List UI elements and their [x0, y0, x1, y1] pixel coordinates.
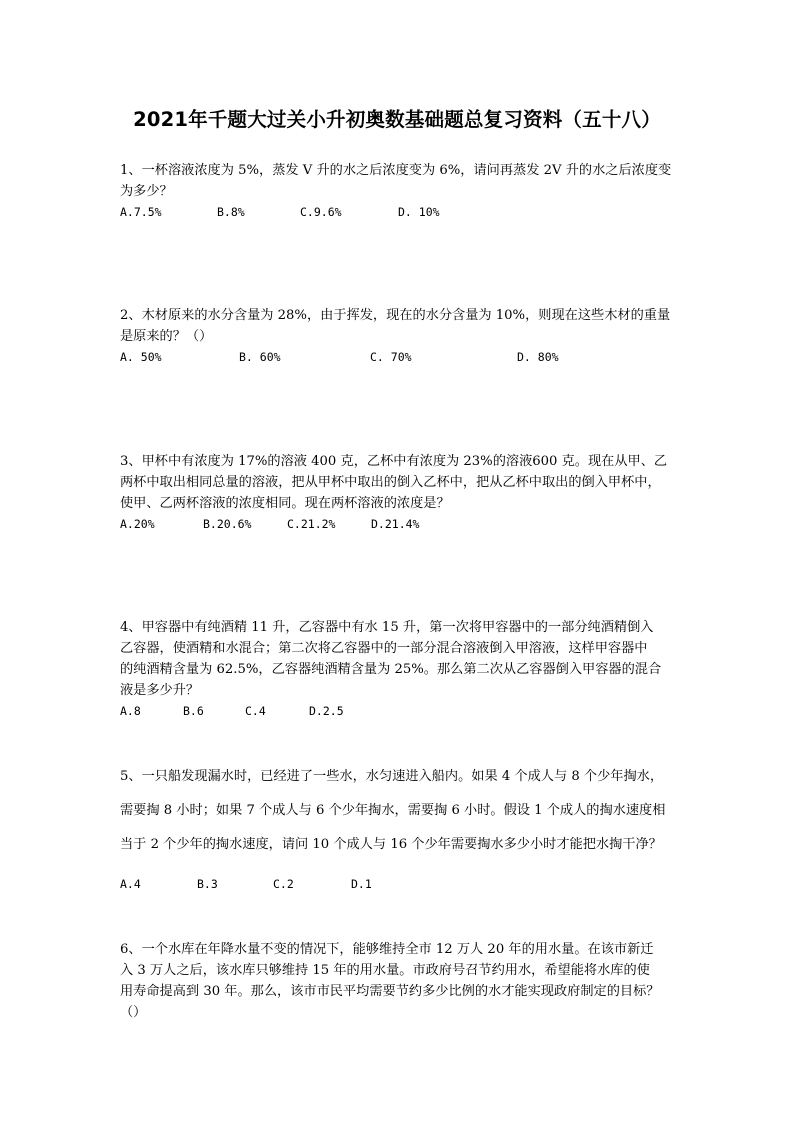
option-c: C.4 [245, 704, 266, 718]
option-b: B.20.6% [203, 517, 252, 531]
page-title: 2021年千题大过关小升初奥数基础题总复习资料（五十八） [133, 108, 661, 131]
question-text-line: 是原来的？（） [120, 329, 213, 344]
option-a: A.8 [120, 704, 141, 718]
option-a: A.7.5% [120, 205, 162, 219]
option-b: B. 60% [239, 350, 281, 364]
option-c: C. 70% [370, 350, 412, 364]
question-text-line: 为多少？ [120, 184, 173, 199]
option-d: D.1 [351, 877, 372, 891]
option-d: D. 10% [398, 205, 440, 219]
option-b: B.8% [217, 205, 245, 219]
question-text-line: 的纯酒精含量为 62.5%，乙容器纯酒精含量为 25%。那么第二次从乙容器倒入甲容器的混合 [120, 662, 662, 677]
question-text-line: 入 3 万人之后，该水库只够维持 15 年的用水量。市政府号召节约用水，希望能将水库的使 [120, 963, 650, 978]
option-a: A. 50% [120, 350, 162, 364]
option-c: C.21.2% [287, 517, 336, 531]
question-text-line: 使甲、乙两杯溶液的浓度相同。现在两杯溶液的浓度是？ [120, 496, 450, 511]
question-text-line: （） [120, 1005, 147, 1020]
option-a: A.4 [120, 877, 141, 891]
option-d: D.21.4% [371, 517, 420, 531]
question-text-line: 2、木材原来的水分含量为 28%，由于挥发，现在的水分含量为 10%，则现在这些木材的重量 [120, 308, 671, 323]
question-text-line: 用寿命提高到 30 年。那么，该市市民平均需要节约多少比例的水才能实现政府制定的目标？ [120, 984, 660, 999]
question-text-line: 两杯中取出相同总量的溶液，把从甲杯中取出的倒入乙杯中，把从乙杯中取出的倒入甲杯中， [120, 475, 661, 490]
question-text-line: 4、甲容器中有纯酒精 11 升，乙容器中有水 15 升，第一次将甲容器中的一部分纯酒精倒入 [120, 620, 654, 635]
question-1 [120, 160, 680, 202]
option-b: B.6 [183, 704, 204, 718]
question-5 [120, 760, 680, 862]
question-text-line: 乙容器，使酒精和水混合；第二次将乙容器中的一部分混合溶液倒入甲溶液，这样甲容器中 [120, 641, 648, 656]
option-a: A.20% [120, 517, 155, 531]
option-b: B.3 [197, 877, 218, 891]
option-d: D. 80% [517, 350, 559, 364]
option-d: D.2.5 [309, 704, 344, 718]
question-text-line: 当于 2 个少年的掏水速度，请问 10 个成人与 16 个少年需要掏水多少小时才能把水掏干净？ [120, 837, 662, 852]
question-text-line: 1、一杯溶液浓度为 5%，蒸发 V 升的水之后浓度变为 6%，请问再蒸发 2V 升的水之后浓度变 [120, 163, 672, 178]
question-text-line: 液是多少升？ [120, 683, 200, 698]
option-c: C.9.6% [300, 205, 342, 219]
question-text-line: 3、甲杯中有浓度为 17%的溶液 400 克，乙杯中有浓度为 23%的溶液600 克。现在从甲、乙 [120, 454, 668, 469]
question-text-line: 5、一只船发现漏水时，已经进了一些水，水匀速进入船内。如果 4 个成人与 8 个少年掏水， [120, 769, 664, 784]
question-4 [120, 617, 680, 701]
question-2 [120, 305, 680, 347]
question-3 [120, 451, 680, 514]
question-text-line: 6、一个水库在年降水量不变的情况下，能够维持全市 12 万人 20 年的用水量。在该市新迁 [120, 942, 654, 957]
question-6 [120, 939, 680, 1023]
option-c: C.2 [273, 877, 294, 891]
question-text-line: 需要掏 8 小时；如果 7 个成人与 6 个少年掏水，需要掏 6 小时。假设 1 个成人的掏水速度相 [120, 803, 666, 818]
